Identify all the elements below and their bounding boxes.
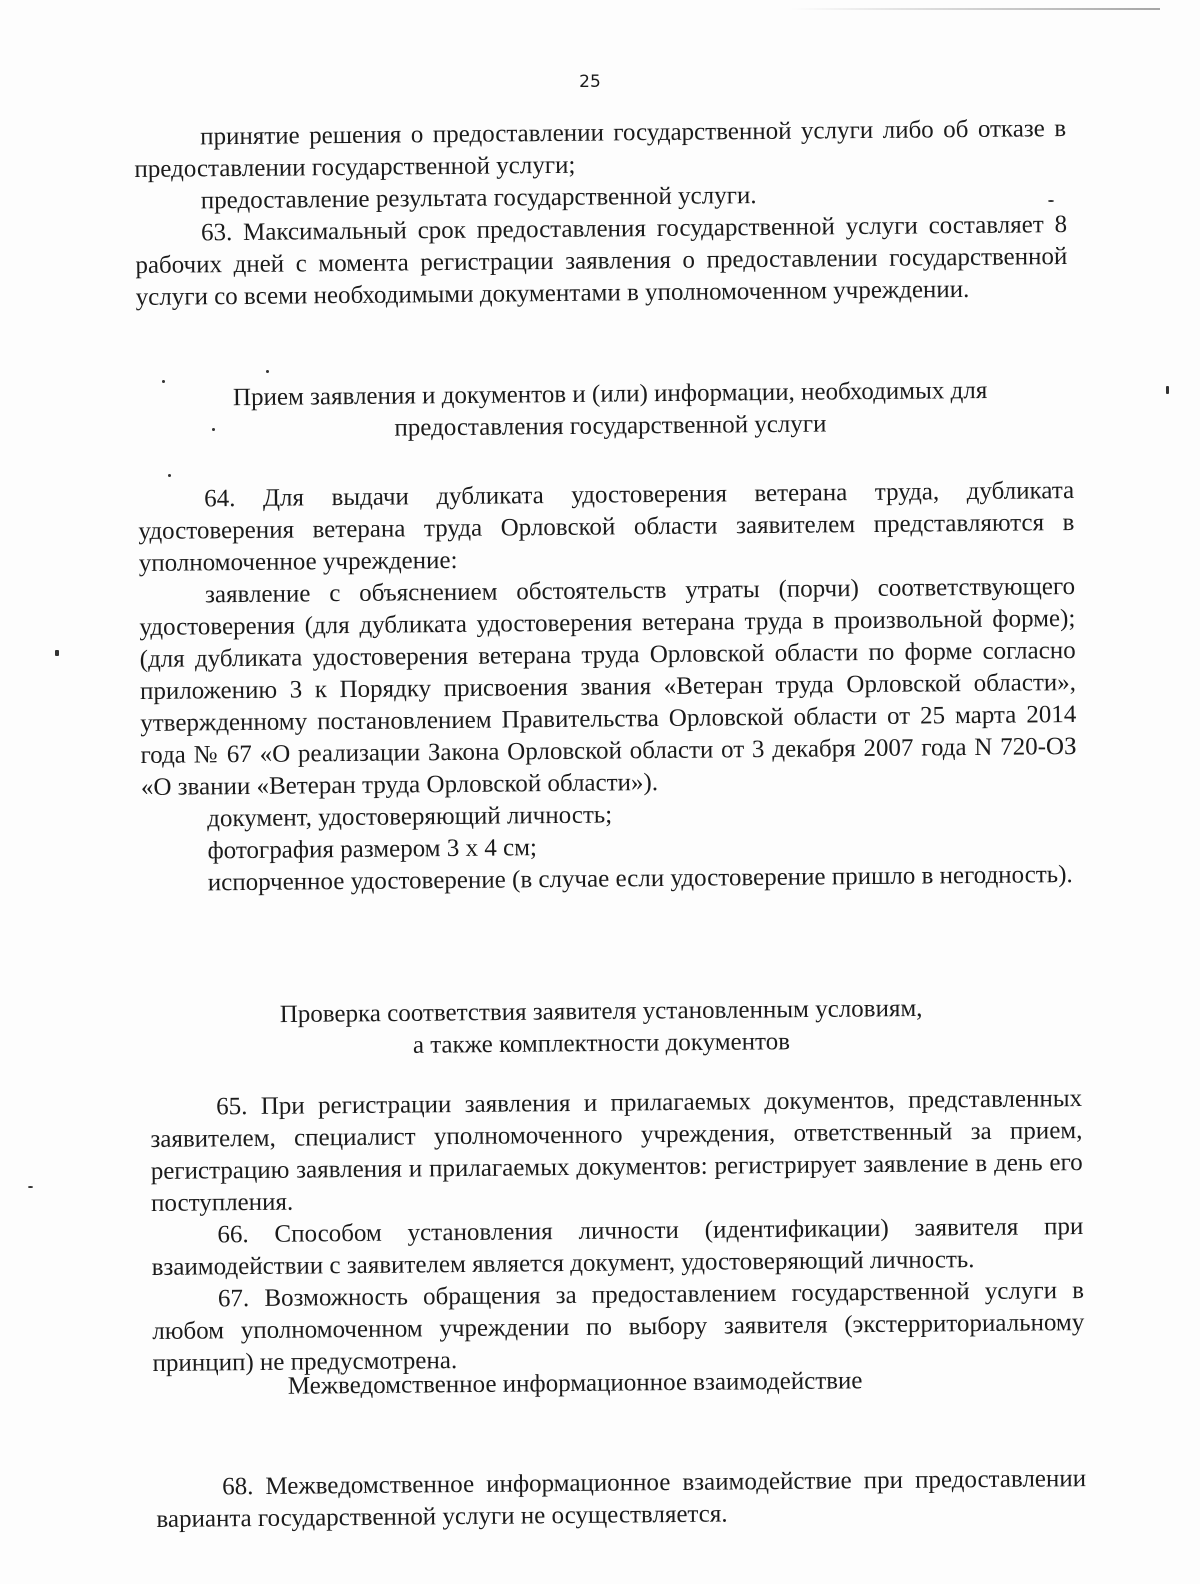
paragraph-statement: заявление с объяснением обстоятельств утраты (порчи) соответствующего удостоверения (для дубликата удостоверения ветерана труда в произвольной форме); (для дубликата удостоверения ветерана труда Орловской области по форме согласно приложению 3 к Порядку присвоения звания «Ветеран труда Орловской области», утвержденному постановлением Правительства Орловской области от 25 марта 2014 года № 67 «О реализации Закона Орловской области от 3 декабря 2007 года N 720-ОЗ «О звании «Ветеран труда Орловской области»). (139, 573, 1077, 801)
section-duplicate-documents (138, 475, 1078, 900)
paragraph-result: предоставление результата государственной услуги. (200, 182, 757, 215)
paragraph-66: 66. Способом установления личности (идентификации) заявителя при взаимодействии с заявителем является документ, удостоверяющий личность. (151, 1213, 1084, 1281)
paragraph-identity-document: документ, удостоверяющий личность; (207, 801, 613, 833)
heading-line: Проверка соответствия заявителя установленным условиям, (279, 994, 923, 1029)
section-procedures-list (134, 113, 1068, 314)
paragraph-64: 64. Для выдачи дубликата удостоверения ветерана труда, дубликата удостоверения ветерана труда Орловской области заявителем представляются в уполномоченное учреждение: (138, 477, 1075, 577)
paragraph-63: 63. Максимальный срок предоставления государственной услуги составляет 8 рабочих дней с момента регистрации заявления о предоставлении государственной услуги со всеми необходимыми документами в уполномоченном учреждении. (135, 211, 1068, 311)
section-registration (150, 1083, 1085, 1380)
page-number: 25 (579, 72, 601, 92)
paragraph-68: 68. Межведомственное информационное взаимодействие при предоставлении варианта государственной услуги не осуществляется. (156, 1465, 1087, 1533)
paragraph-photo: фотография размером 3 х 4 см; (207, 834, 538, 865)
scan-artifact-line (790, 8, 1160, 10)
paragraph-65: 65. При регистрации заявления и прилагаемых документов, представленных заявителем, специалист уполномоченного учреждения, ответственный за прием, регистрацию заявления и прилагаемых документов: регистрирует заявление в день его поступления. (150, 1085, 1083, 1217)
heading-application-reception (150, 374, 1071, 447)
heading-verification (186, 992, 1017, 1064)
paragraph-damaged-certificate: испорченное удостоверение (в случае если удостоверение пришло в негодность). (207, 861, 1073, 897)
paragraph-decision: принятие решения о предоставлении государственной услуги либо об отказе в предоставлении государственной услуги; (134, 115, 1067, 183)
heading-line: предоставления государственной услуги (394, 410, 827, 442)
heading-interagency (160, 1364, 990, 1404)
heading-line: Прием заявления и документов и (или) информации, необходимых для (232, 376, 988, 412)
heading-line: Межведомственное информационное взаимодействие (287, 1367, 863, 1400)
heading-line: а также комплектности документов (412, 1028, 791, 1059)
paragraph-67: 67. Возможность обращения за предоставлением государственной услуги в любом уполномоченном учреждении по выбору заявителя (экстерриториальному принцип) не предусмотрена. (152, 1277, 1085, 1377)
section-interagency (156, 1463, 1087, 1536)
